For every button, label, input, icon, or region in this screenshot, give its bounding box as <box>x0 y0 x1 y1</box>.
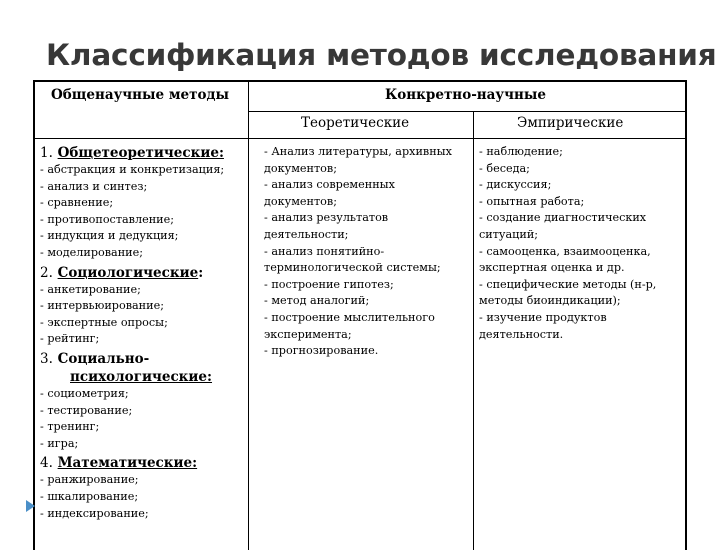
list-item: - самооценка, взаимооценка, <box>479 244 651 258</box>
theory-empirical-divider <box>473 111 474 550</box>
table-left-border <box>33 80 35 550</box>
list-item: эксперимента; <box>264 327 352 341</box>
group-heading-mathematical: 4. Математические: <box>40 455 198 472</box>
list-item: - индукция и дедукция; <box>40 229 179 243</box>
table-top-border <box>33 80 687 82</box>
list-item: - изучение продуктов <box>479 310 607 324</box>
header-bottom-border <box>33 138 687 139</box>
list-item: - дискуссия; <box>479 178 552 192</box>
general-column-divider <box>248 80 249 550</box>
list-item: - шкалирование; <box>40 489 139 503</box>
list-item: - тренинг; <box>40 420 100 434</box>
list-item: - анализ понятийно- <box>264 244 385 258</box>
list-item: - опытная работа; <box>479 194 585 208</box>
list-item: документов; <box>264 161 337 175</box>
list-item: - построение мыслительного <box>264 310 435 324</box>
list-item: - прогнозирование. <box>264 344 379 358</box>
list-item: - моделирование; <box>40 245 144 259</box>
list-item: - ранжирование; <box>40 473 139 487</box>
group-heading-sociological: 2. Социологические: <box>40 264 204 281</box>
list-item: деятельности; <box>264 227 349 241</box>
list-item: - создание диагностических <box>479 211 647 225</box>
list-item: - анализ и синтез; <box>40 179 148 193</box>
list-item: - наблюдение; <box>479 145 563 158</box>
list-item: - экспертные опросы; <box>40 315 168 329</box>
list-item: - интервьюирование; <box>40 299 164 313</box>
list-item: - построение гипотез; <box>264 277 394 291</box>
list-item: - метод аналогий; <box>264 294 370 308</box>
list-item: - индексирование; <box>40 506 149 520</box>
list-item: - игра; <box>40 436 79 450</box>
theoretical-methods-column <box>264 144 469 360</box>
list-item: деятельности. <box>479 327 564 341</box>
list-item: методы биоиндикации); <box>479 294 621 308</box>
header-theoretical: Теоретические <box>301 115 410 131</box>
list-item: документов; <box>264 194 337 208</box>
list-item: терминологической системы; <box>264 261 441 275</box>
slide-title: Классификация методов исследования <box>46 38 717 72</box>
list-item: ситуаций; <box>479 227 539 241</box>
list-item: - анализ современных <box>264 178 395 192</box>
specific-subheader-border <box>248 111 685 112</box>
list-item: - абстракция и конкретизация; <box>40 163 225 176</box>
methods-table <box>33 80 687 550</box>
group-heading-general-theoretical: 1. Общетеоретические: <box>40 145 224 161</box>
header-specific-methods: Конкретно-научные <box>385 87 546 103</box>
header-empirical: Эмпирические <box>517 115 624 131</box>
group-heading-socio-psychological: 3. Социально- психологические: <box>40 350 213 385</box>
list-item: - анализ результатов <box>264 211 389 225</box>
list-item: - социометрия; <box>40 386 129 400</box>
list-item: - тестирование; <box>40 403 133 417</box>
list-item: - специфические методы (н-р, <box>479 277 657 291</box>
list-item: - Анализ литературы, архивных <box>264 145 452 158</box>
list-item: - противопоставление; <box>40 212 175 226</box>
header-general-methods: Общенаучные методы <box>51 87 230 103</box>
general-methods-column <box>40 144 245 522</box>
triangle-bullet-icon <box>26 500 35 512</box>
list-item: - рейтинг; <box>40 332 100 346</box>
table-right-border <box>685 80 687 550</box>
list-item: - сравнение; <box>40 196 114 210</box>
list-item: экспертная оценка и др. <box>479 261 625 275</box>
list-item: - беседа; <box>479 161 530 175</box>
empirical-methods-column <box>479 144 683 343</box>
list-item: - анкетирование; <box>40 282 141 296</box>
